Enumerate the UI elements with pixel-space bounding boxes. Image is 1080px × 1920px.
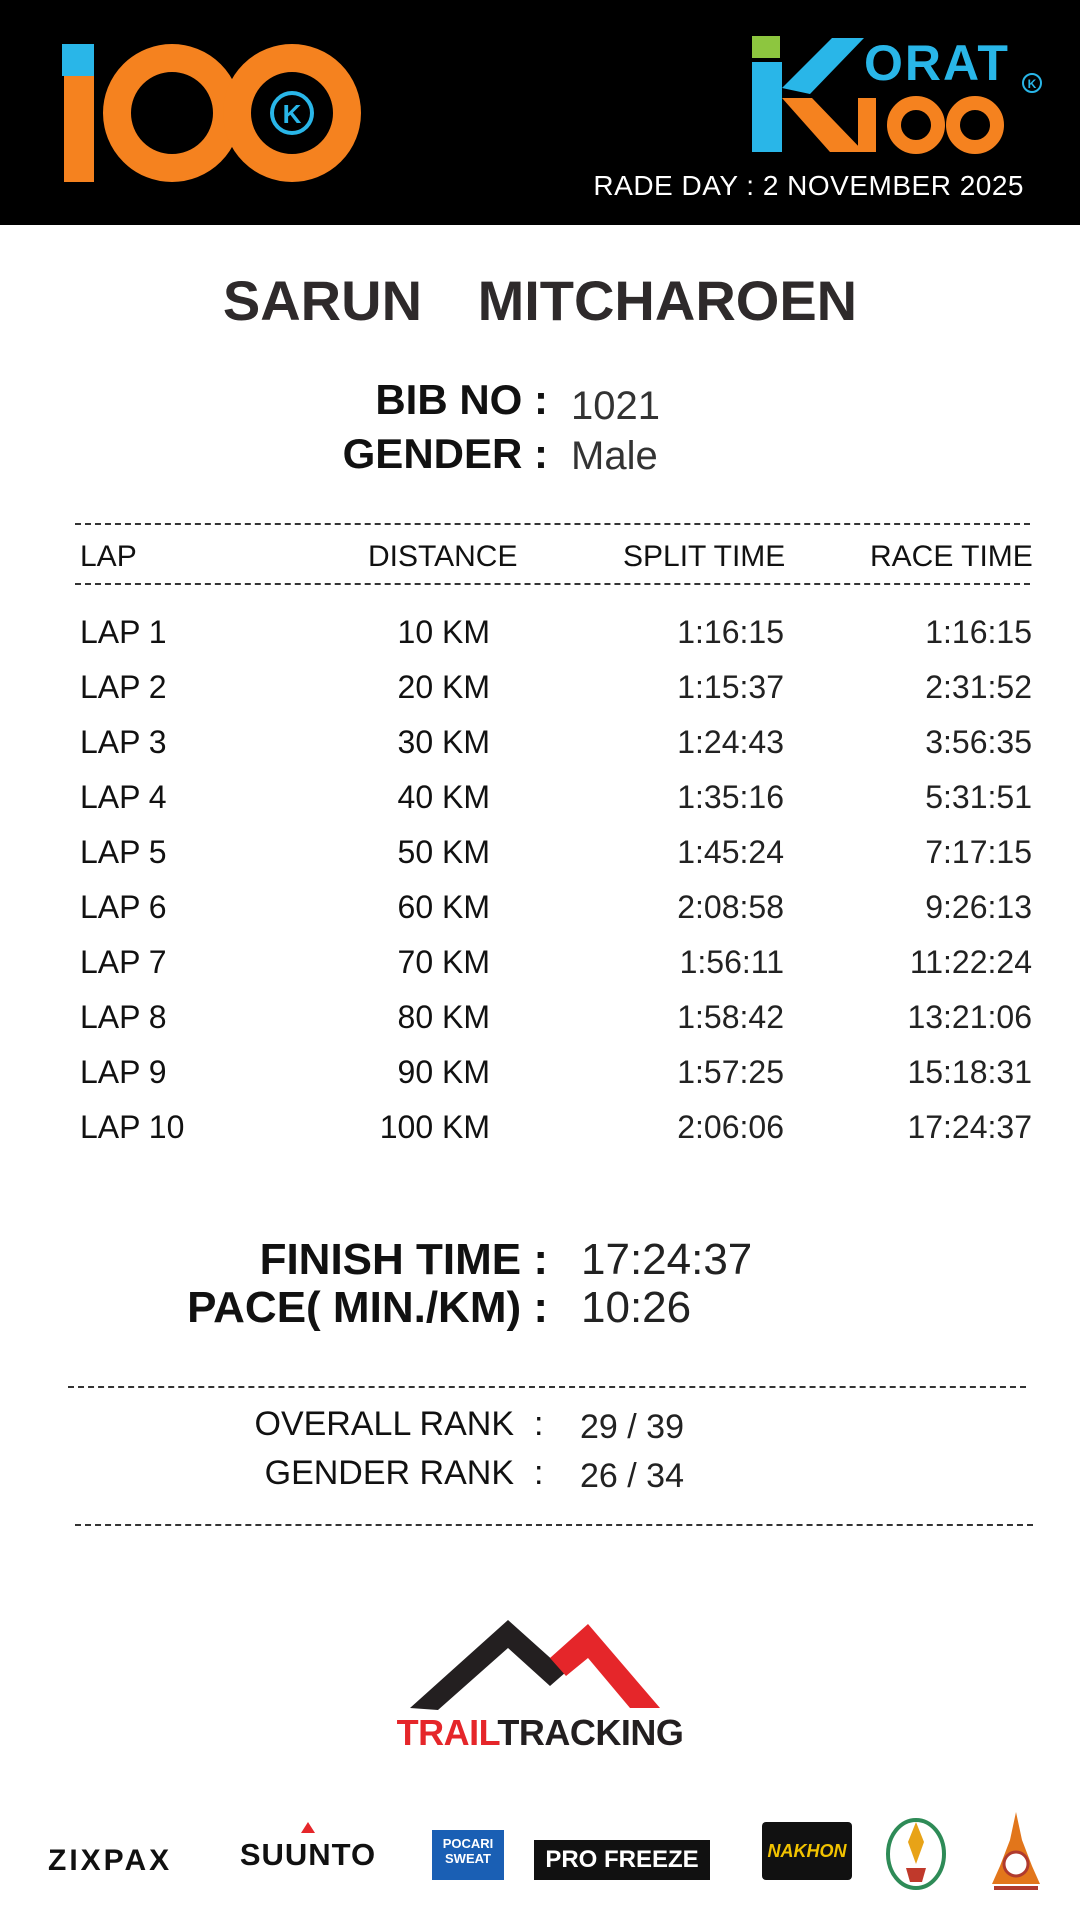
lap-cell: LAP 8 [80, 999, 167, 1035]
lap-cell: LAP 9 [80, 1054, 167, 1090]
split-time-cell: 1:57:25 [677, 1054, 784, 1090]
pocari-sweat-logo: POCARI SWEAT [432, 1830, 504, 1880]
trail-word: TRAIL [396, 1712, 498, 1753]
divider [75, 1524, 1033, 1526]
gender-rank-label: GENDER RANK [264, 1454, 514, 1492]
table-row [0, 889, 1080, 944]
race-time-cell: 9:26:13 [925, 889, 1032, 925]
race-time-cell: 17:24:37 [907, 1109, 1032, 1145]
pace-value: 10:26 [581, 1283, 692, 1332]
table-row [0, 669, 1080, 724]
tracking-word: TRACKING [497, 1712, 684, 1753]
distance-cell: 40 KM [397, 779, 490, 815]
suunto-logo [232, 1822, 384, 1873]
race-time-cell: 1:16:15 [925, 614, 1032, 650]
split-time-cell: 1:56:11 [679, 944, 784, 980]
lap-cell: LAP 3 [80, 724, 167, 760]
distance-cell: 10 KM [397, 614, 490, 650]
provincial-emblem-icon [884, 1812, 948, 1894]
header-split-time: SPLIT TIME [623, 540, 786, 573]
split-time-cell: 2:08:58 [677, 889, 784, 925]
gender-rank-value: 26 / 34 [580, 1457, 684, 1495]
suunto-triangle-icon [301, 1822, 315, 1833]
header-banner [0, 0, 1080, 225]
overall-rank-value: 29 / 39 [580, 1408, 684, 1446]
nakhon-ratchasima-logo: NAKHON [762, 1822, 852, 1880]
distance-cell: 70 KM [397, 944, 490, 980]
distance-cell: 100 KM [379, 1109, 490, 1145]
university-emblem-icon [986, 1810, 1046, 1894]
lap-cell: LAP 6 [80, 889, 167, 925]
divider [75, 523, 1030, 525]
zixpax-logo: ZIXPAX [48, 1844, 173, 1877]
divider [68, 1386, 1026, 1388]
first-name: SARUN [222, 269, 423, 332]
gender-value: Male [571, 434, 658, 478]
race-time-cell: 11:22:24 [909, 944, 1032, 980]
last-name: MITCHAROEN [477, 269, 858, 332]
race-100k-logo [62, 40, 367, 185]
table-row [0, 614, 1080, 669]
split-time-cell: 1:16:15 [677, 614, 784, 650]
finish-time-value: 17:24:37 [581, 1235, 753, 1284]
split-time-cell: 1:15:37 [677, 669, 784, 705]
gender-label: GENDER : [342, 430, 548, 477]
lap-cell: LAP 1 [80, 614, 167, 650]
runner-name [0, 268, 1080, 333]
svg-text:K: K [1027, 77, 1037, 91]
lap-cell: LAP 7 [80, 944, 167, 980]
trailtracking-mountain-icon [406, 1618, 666, 1718]
table-row [0, 834, 1080, 889]
pace-label: PACE( MIN./KM) : [187, 1283, 548, 1332]
lap-cell: LAP 10 [80, 1109, 185, 1145]
finish-time-label: FINISH TIME : [259, 1235, 548, 1284]
svg-text:ORAT: ORAT [864, 35, 1010, 91]
distance-cell: 50 KM [397, 834, 490, 870]
divider [75, 583, 1030, 585]
distance-cell: 30 KM [397, 724, 490, 760]
split-time-cell: 1:45:24 [677, 834, 784, 870]
trailtracking-wordmark [0, 1712, 1080, 1754]
distance-cell: 60 KM [397, 889, 490, 925]
distance-cell: 80 KM [397, 999, 490, 1035]
suunto-text: SUUNTO [239, 1837, 377, 1872]
lap-cell: LAP 4 [80, 779, 167, 815]
pro-freeze-logo: PRO FREEZE [534, 1840, 710, 1880]
rank-separator: : [534, 1454, 544, 1492]
table-row [0, 944, 1080, 999]
race-time-cell: 7:17:15 [925, 834, 1032, 870]
race-day-text: RADE DAY : 2 NOVEMBER 2025 [593, 170, 1024, 201]
table-row [0, 1109, 1080, 1164]
distance-cell: 20 KM [397, 669, 490, 705]
race-time-cell: 3:56:35 [925, 724, 1032, 760]
korat-100-logo [752, 28, 1042, 158]
svg-text:K: K [282, 99, 302, 129]
split-time-cell: 1:35:16 [677, 779, 784, 815]
race-time-cell: 15:18:31 [907, 1054, 1032, 1090]
table-row [0, 724, 1080, 779]
split-time-cell: 2:06:06 [677, 1109, 784, 1145]
bib-label: BIB NO : [375, 376, 548, 423]
header-lap: LAP [80, 540, 137, 573]
table-row [0, 779, 1080, 834]
bib-value: 1021 [571, 384, 660, 428]
header-race-time: RACE TIME [870, 540, 1033, 573]
race-time-cell: 13:21:06 [907, 999, 1032, 1035]
rank-separator: : [534, 1405, 544, 1443]
race-time-cell: 5:31:51 [925, 779, 1032, 815]
sponsor-bar [0, 1800, 1080, 1900]
split-time-cell: 1:24:43 [677, 724, 784, 760]
overall-rank-label: OVERALL RANK [254, 1405, 514, 1443]
lap-cell: LAP 5 [80, 834, 167, 870]
race-time-cell: 2:31:52 [925, 669, 1032, 705]
table-row [0, 1054, 1080, 1109]
distance-cell: 90 KM [397, 1054, 490, 1090]
table-row [0, 999, 1080, 1054]
lap-cell: LAP 2 [80, 669, 167, 705]
header-distance: DISTANCE [368, 540, 518, 573]
split-time-cell: 1:58:42 [677, 999, 784, 1035]
